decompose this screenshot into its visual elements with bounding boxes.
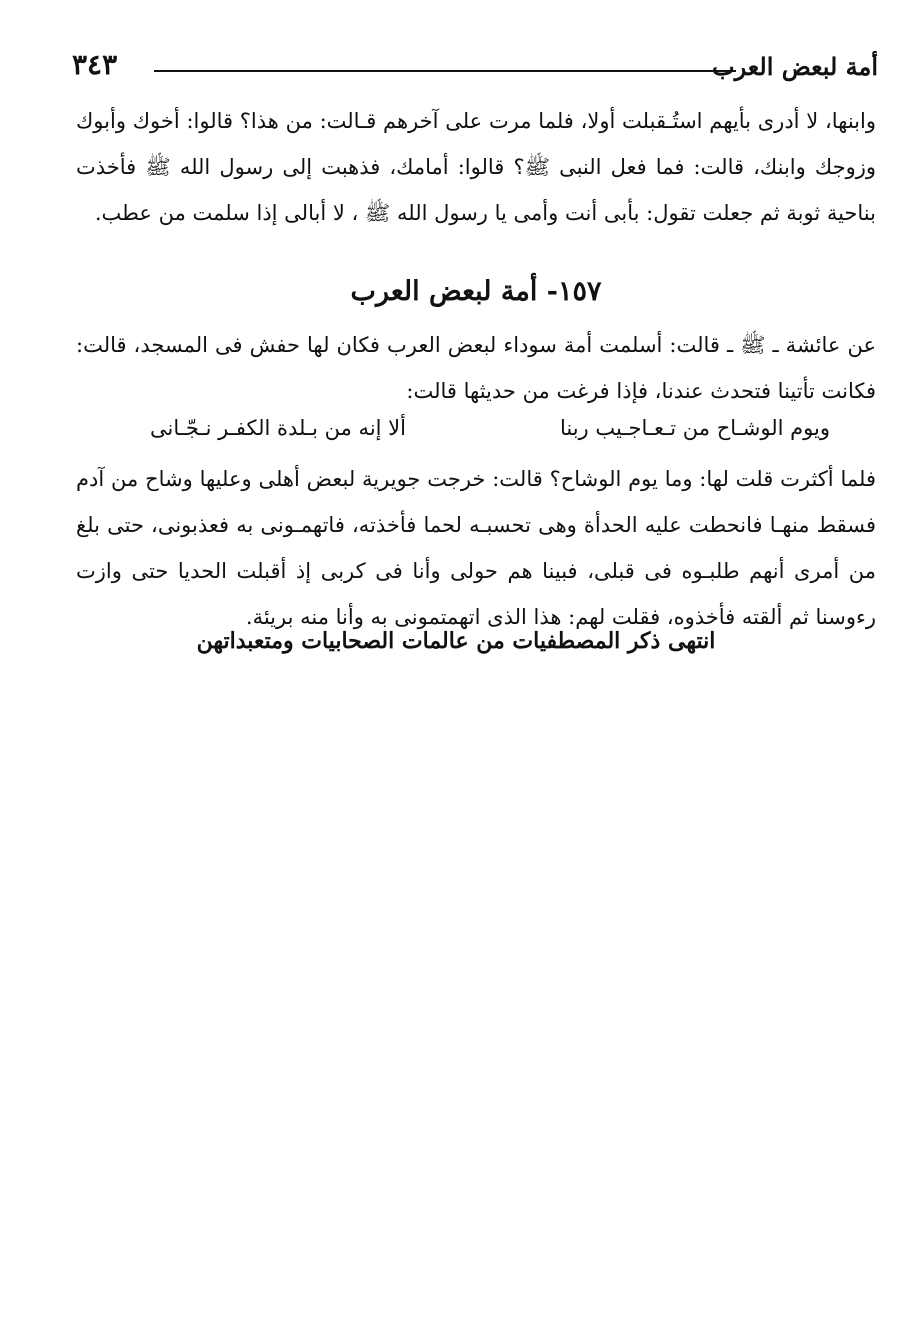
hadith-paragraph: [76, 322, 876, 414]
header-rule: [154, 70, 736, 72]
verse-first-hemistich: ويوم الوشـاح من تـعـاجـيب ربنا: [559, 416, 830, 440]
section-title: ١٥٧- أمة لبعض العرب: [350, 276, 602, 307]
paragraph-text: وابنها، لا أدرى بأيهم استُـقبلت أولا، فلما مرت على آخرهم قـالت: من هذا؟ قالوا: أخوك وأبوك وزوجك وابنك، قالت: فما فعل النبى ﷺ؟ قالوا: أمامك، فذهبت إلى رسول الله ﷺ فأخذت بناحية ثوبة ثم جعلت تقول: بأبى أنت وأمى يا رسول الله ﷺ ، لا أبالى إذا سلمت من عطب.: [76, 109, 876, 225]
running-title: أمة لبعض العرب: [711, 52, 878, 81]
story-paragraph: [76, 456, 876, 640]
continuation-paragraph: [76, 98, 876, 236]
page-header: [72, 48, 878, 88]
verse-second-hemistich: ألا إنه من بـلدة الكفـر نـجّـانى: [150, 416, 406, 440]
paragraph-text: فلما أكثرت قلت لها: وما يوم الوشاح؟ قالت: خرجت جويرية لبعض أهلى وعليها وشاح من آدم فسقط منهـا فانحطت عليه الحدأة وهى تحسبـه لحما فأخذته، فاتهمـونى به فعذبونى، حتى بلغ من أمرى أنهم طلبـوه فى قبلى، فبينا هم حولى وأنا فى كربى إذ أقبلت الحديا حتى وازت رءوسنا ثم ألقته فأخذوه، فقلت لهم: هذا الذى اتهمتمونى به وأنا منه بريئة.: [76, 467, 876, 629]
closing-line: انتهى ذكر المصطفيات من عالمات الصحابيات ومتعبداتهن: [196, 628, 716, 654]
poetry-verse: [130, 408, 830, 448]
page-number: ٣٤٣: [72, 48, 118, 81]
paragraph-text: عن عائشة ـ ﷺ ـ قالت: أسلمت أمة سوداء لبعض العرب فكان لها حفش فى المسجد، قالت: فكانت تأتينا فتحدث عندنا، فإذا فرغت من حديثها قالت:: [76, 333, 876, 403]
